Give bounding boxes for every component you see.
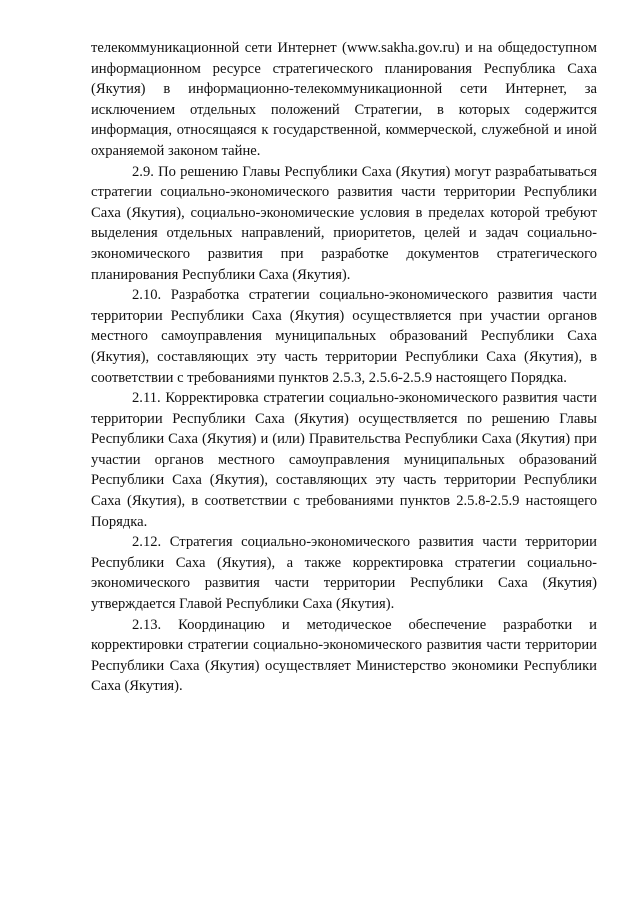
paragraph-2-12: 2.12. Стратегия социально-экономического развития части территории Республики Саха (Якутия), а также корректировка стратегии социально-экономического развития части территории Республики Саха (Якутия) утверждается Главой Республики Саха (Якутия). bbox=[91, 534, 597, 613]
paragraph-2-9: 2.9. По решению Главы Республики Саха (Якутия) могут разрабатываться стратегии социально-экономического развития части территории Республики Саха (Якутия), социально-экономические условия в пределах которой требуют выделения отдельных направлений, приоритетов, целей и задач социально-экономического развития при разработке документов стратегического планирования Республики Саха (Якутия). bbox=[91, 163, 597, 283]
document-page bbox=[91, 38, 597, 697]
paragraph-publication-continuation: телекоммуникационной сети Интернет (www.sakha.gov.ru) и на общедоступном информационном ресурсе стратегического планирования Республика Саха (Якутия) в информационно-телекоммуникационной сети Интернет, за исключением отдельных положений Стратегии, в которых содержится информация, относящаяся к государственной, коммерческой, служебной и иной охраняемой законом тайне. bbox=[91, 40, 597, 159]
paragraph-2-10: 2.10. Разработка стратегии социально-экономического развития части территории Республики Саха (Якутия) осуществляется при участии органов местного самоуправления муниципальных образований Республики Саха (Якутия), составляющих эту часть территории Республики Саха (Якутия), в соответствии с требованиями пунктов 2.5.3, 2.5.6-2.5.9 настоящего Порядка. bbox=[91, 287, 597, 386]
paragraph-2-11: 2.11. Корректировка стратегии социально-экономического развития части территории Республики Саха (Якутия) осуществляется по решению Главы Республики Саха (Якутия) и (или) Правительства Республики Саха (Якутия) при участии органов местного самоуправления муниципальных образований Республики Саха (Якутия), составляющих эту часть территории Республики Саха (Якутия), в соответствии с требованиями пунктов 2.5.8-2.5.9 настоящего Порядка. bbox=[91, 390, 597, 530]
paragraph-2-13: 2.13. Координацию и методическое обеспечение разработки и корректировки стратегии социально-экономического развития части территории Республики Саха (Якутия) осуществляет Министерство экономики Республики Саха (Якутия). bbox=[91, 616, 597, 695]
